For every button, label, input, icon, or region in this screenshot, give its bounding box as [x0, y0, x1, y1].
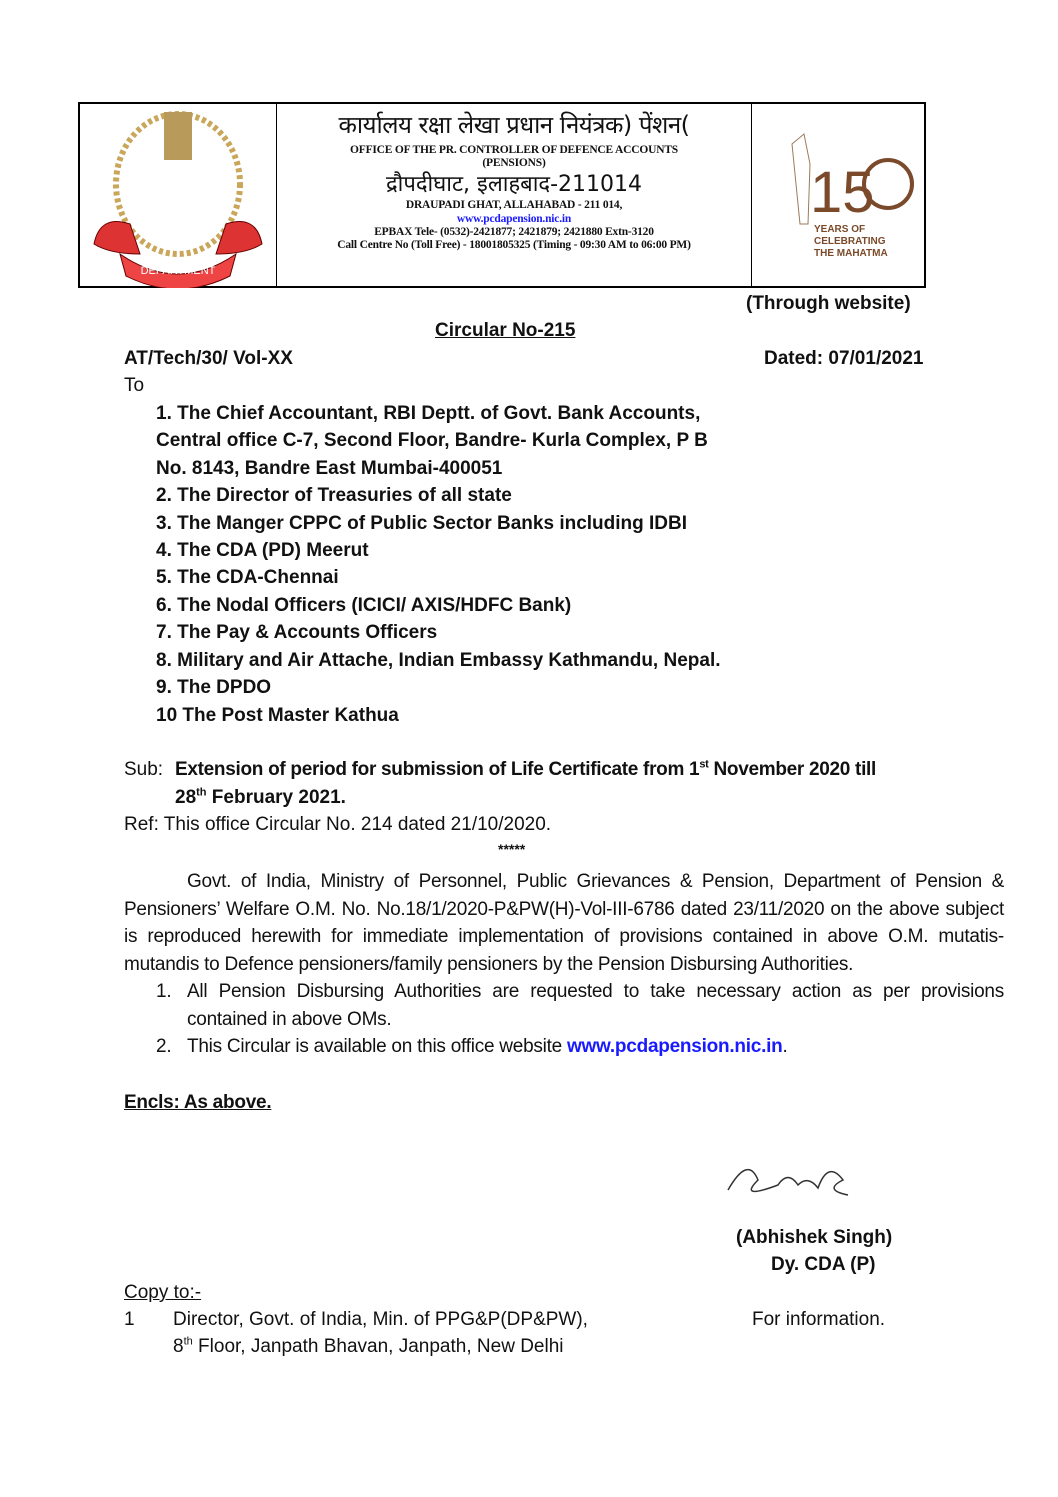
- point-item: [124, 978, 1004, 1033]
- office-title: OFFICE OF THE PR. CONTROLLER OF DEFENCE ACCOUNTS: [350, 143, 678, 156]
- signature: [718, 1150, 858, 1210]
- subject-line-2: 28th February 2021.: [175, 786, 346, 808]
- recipient: 4. The CDA (PD) Meerut: [156, 540, 369, 561]
- svg-text:THE MAHATMA: THE MAHATMA: [814, 248, 888, 259]
- reference-number: AT/Tech/30/ Vol-XX: [124, 348, 293, 369]
- recipient: 3. The Manger CPPC of Public Sector Banks including IDBI: [156, 513, 688, 534]
- recipient: 9. The DPDO: [156, 677, 272, 698]
- circular-number: Circular No-215: [435, 320, 576, 341]
- recipient: No. 8143, Bandre East Mumbai-400051: [156, 458, 503, 479]
- enclosures: Encls: As above.: [124, 1091, 272, 1113]
- point-text: All Pension Disbursing Authorities are requested to take necessary action as per provisions contained in above OMs.: [187, 981, 1004, 1030]
- logo-text: DEPARTMENT: [140, 265, 216, 277]
- signatory-designation: Dy. CDA (P): [771, 1254, 876, 1275]
- letterhead-text: [277, 104, 751, 286]
- recipient: 5. The CDA-Chennai: [156, 567, 339, 588]
- website-link[interactable]: www.pcdapension.nic.in: [567, 1036, 783, 1057]
- copy-number: 1: [124, 1309, 135, 1330]
- point-text: This Circular is available on this office website www.pcdapension.nic.in.: [187, 1036, 788, 1057]
- hindi-title: कार्यालय रक्षा लेखा प्रधान नियंत्रक) पेंशन(: [338, 111, 690, 139]
- through-website: (Through website): [746, 293, 911, 314]
- gandhi-150-logo: [751, 104, 924, 286]
- body-section: [124, 868, 1004, 1116]
- recipient: 6. The Nodal Officers (ICICI/ AXIS/HDFC Bank): [156, 595, 572, 616]
- recipient: 8. Military and Air Attache, Indian Embassy Kathmandu, Nepal.: [156, 650, 721, 671]
- svg-text:CELEBRATING: CELEBRATING: [814, 236, 886, 247]
- letterhead: [78, 102, 926, 288]
- separator-stars: *****: [498, 841, 526, 857]
- call-centre: Call Centre No (Toll Free) - 18001805325 (Timing - 09:30 AM to 06:00 PM): [337, 238, 691, 251]
- point-item: [124, 1033, 1004, 1061]
- point-number: 2.: [156, 1036, 172, 1057]
- copy-to-label: Copy to:-: [124, 1282, 202, 1303]
- date: Dated: 07/01/2021: [764, 348, 924, 369]
- copy-recipient-line-1: Director, Govt. of India, Min. of PPG&P(DP&PW),: [173, 1309, 588, 1330]
- address: DRAUPADI GHAT, ALLAHABAD - 211 014,: [405, 199, 623, 212]
- hindi-address: द्रौपदीघाट, इलाहबाद-211014: [386, 172, 642, 198]
- website-link[interactable]: www.pcdapension.nic.in: [456, 212, 572, 225]
- recipient: 7. The Pay & Accounts Officers: [156, 622, 438, 643]
- recipient: 2. The Director of Treasuries of all state: [156, 485, 512, 506]
- body-paragraph: Govt. of India, Ministry of Personnel, Public Grievances & Pension, Department of Pension & Pensioners’ Welfare O.M. No. No.18/1/2020-P&PW(H)-Vol-III-6786 dated 23/11/2020 on the above subject is reproduced herewith for immediate implementation of provisions contained in above O.M. mutatis-mutandis to Defence pensioners/family pensioners by the Pension Disbursing Authorities.: [124, 871, 1004, 975]
- recipient: 10 The Post Master Kathua: [156, 705, 399, 726]
- logo-150: 15: [810, 160, 875, 225]
- copy-purpose: For information.: [752, 1309, 886, 1330]
- recipient: Central office C-7, Second Floor, Bandre- Kurla Complex, P B: [156, 430, 708, 451]
- office-subtitle: (PENSIONS): [482, 156, 546, 169]
- to-label: To: [124, 375, 145, 396]
- point-number: 1.: [156, 981, 172, 1002]
- subject-line-1: Extension of period for submission of Life Certificate from 1st November 2020 till: [175, 758, 877, 780]
- copy-recipient-line-2: 8th Floor, Janpath Bhavan, Janpath, New Delhi: [173, 1335, 564, 1357]
- defence-accounts-logo: [80, 104, 277, 286]
- reference: Ref: This office Circular No. 214 dated 21/10/2020.: [124, 814, 552, 835]
- phone: EPBAX Tele- (0532)-2421877; 2421879; 2421880 Extn-3120: [374, 225, 654, 238]
- recipient: 1. The Chief Accountant, RBI Deptt. of Govt. Bank Accounts,: [156, 403, 701, 424]
- subject-label: Sub:: [124, 759, 164, 780]
- svg-text:YEARS OF: YEARS OF: [814, 224, 866, 235]
- signatory-name: (Abhishek Singh): [736, 1227, 893, 1248]
